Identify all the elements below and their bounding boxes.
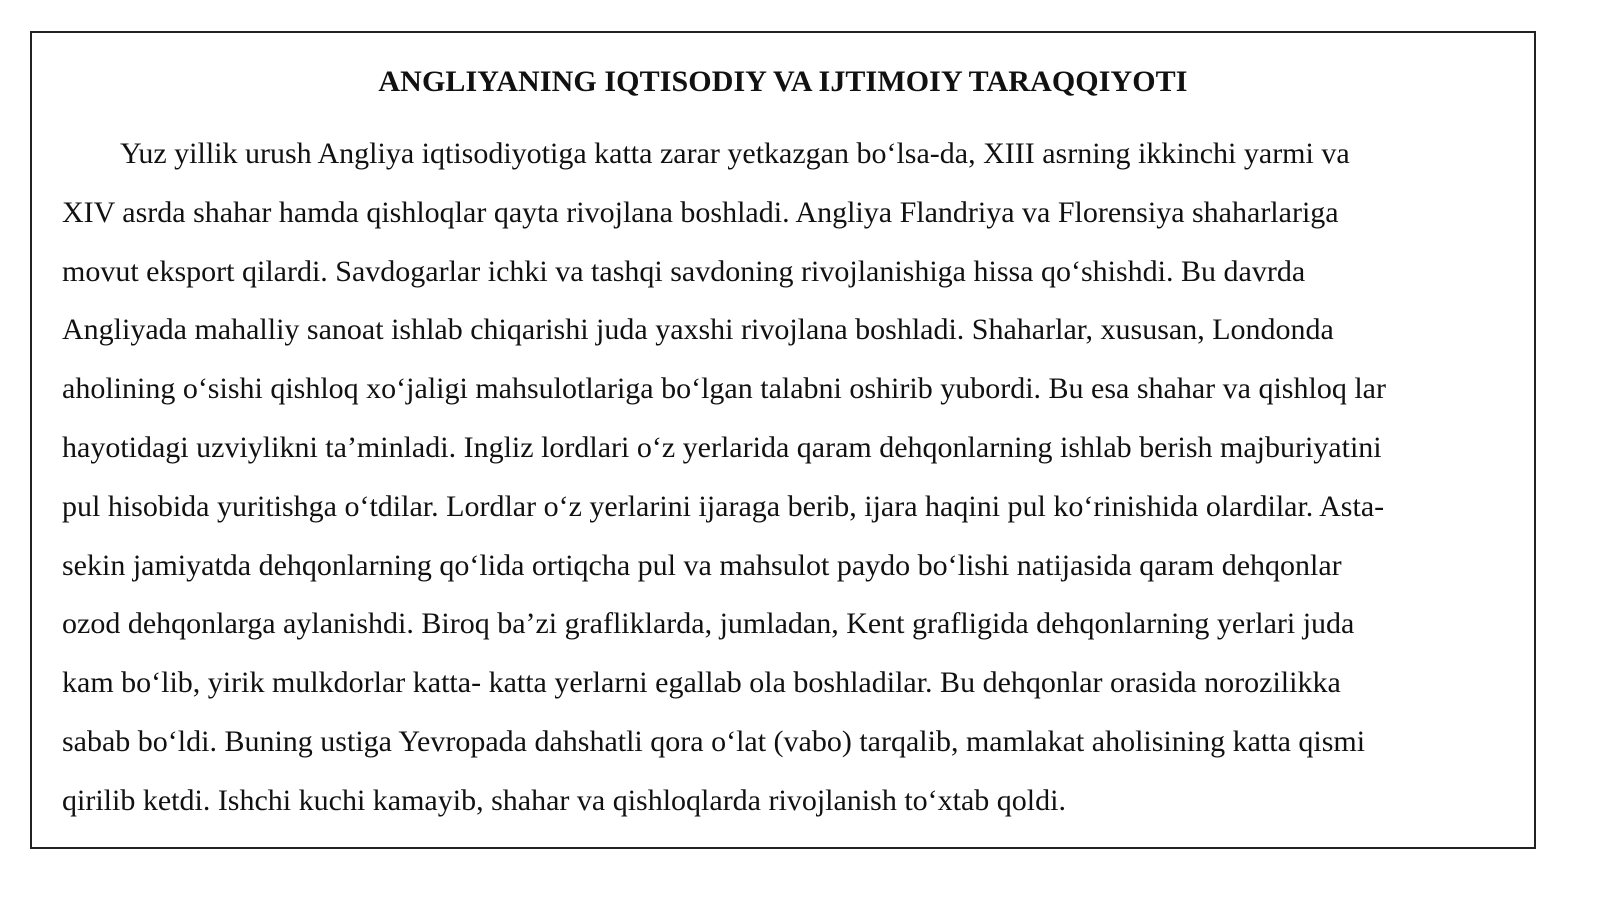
paragraph-line: kam bo‘lib, yirik mulkdorlar katta- katta yerlarni egallab ola boshladilar. Bu dehqonlar orasida norozilikka (62, 666, 1341, 700)
paragraph-line: aholining o‘sishi qishloq xo‘jaligi mahsulotlariga bo‘lgan talabni oshirib yubordi. Bu esa shahar va qishloq lar (62, 372, 1386, 406)
paragraph-line: XIV asrda shahar hamda qishloqlar qayta rivojlana boshladi. Angliya Flandriya va Florensiya shaharlariga (62, 195, 1339, 229)
document-body (62, 133, 1522, 839)
paragraph-line: movut eksport qilardi. Savdogarlar ichki va tashqi savdoning rivojlanishiga hissa qo‘shishdi. Bu davrda (62, 254, 1306, 288)
paragraph-line: Angliyada mahalliy sanoat ishlab chiqarishi juda yaxshi rivojlana boshladi. Shaharlar, xususan, Londonda (62, 313, 1334, 347)
paragraph-line: Yuz yillik urush Angliya iqtisodiyotiga katta zarar yetkazgan bo‘lsa-da, XIII asrning ikkinchi yarmi va (120, 137, 1350, 170)
paragraph-line: sekin jamiyatda dehqonlarning qo‘lida ortiqcha pul va mahsulot paydo bo‘lishi natijasida qaram dehqonlar (62, 548, 1342, 582)
document-frame (30, 31, 1536, 849)
paragraph-line: sabab bo‘ldi. Buning ustiga Yevropada dahshatli qora o‘lat (vabo) tarqalib, mamlakat aholisining katta qismi (62, 724, 1366, 758)
paragraph-line: qirilib ketdi. Ishchi kuchi kamayib, shahar va qishloqlarda rivojlanish to‘xtab qoldi. (62, 783, 1066, 817)
paragraph-line: ozod dehqonlarga aylanishdi. Biroq ba’zi grafliklarda, jumladan, Kent grafligida dehqonlarning yerlari juda (62, 607, 1355, 641)
document-title: ANGLIYANING IQTISODIY VA IJTIMOIY TARAQQIYOTI (378, 65, 1188, 98)
paragraph-line: pul hisobida yuritishga o‘tdilar. Lordlar o‘z yerlarini ijaraga berib, ijara haqini pul ko‘rinishida olardilar. Asta- (62, 489, 1385, 523)
paragraph-line: hayotidagi uzviylikni ta’minladi. Ingliz lordlari o‘z yerlarida qaram dehqonlarning ishlab berish majburiyatini (62, 430, 1382, 464)
